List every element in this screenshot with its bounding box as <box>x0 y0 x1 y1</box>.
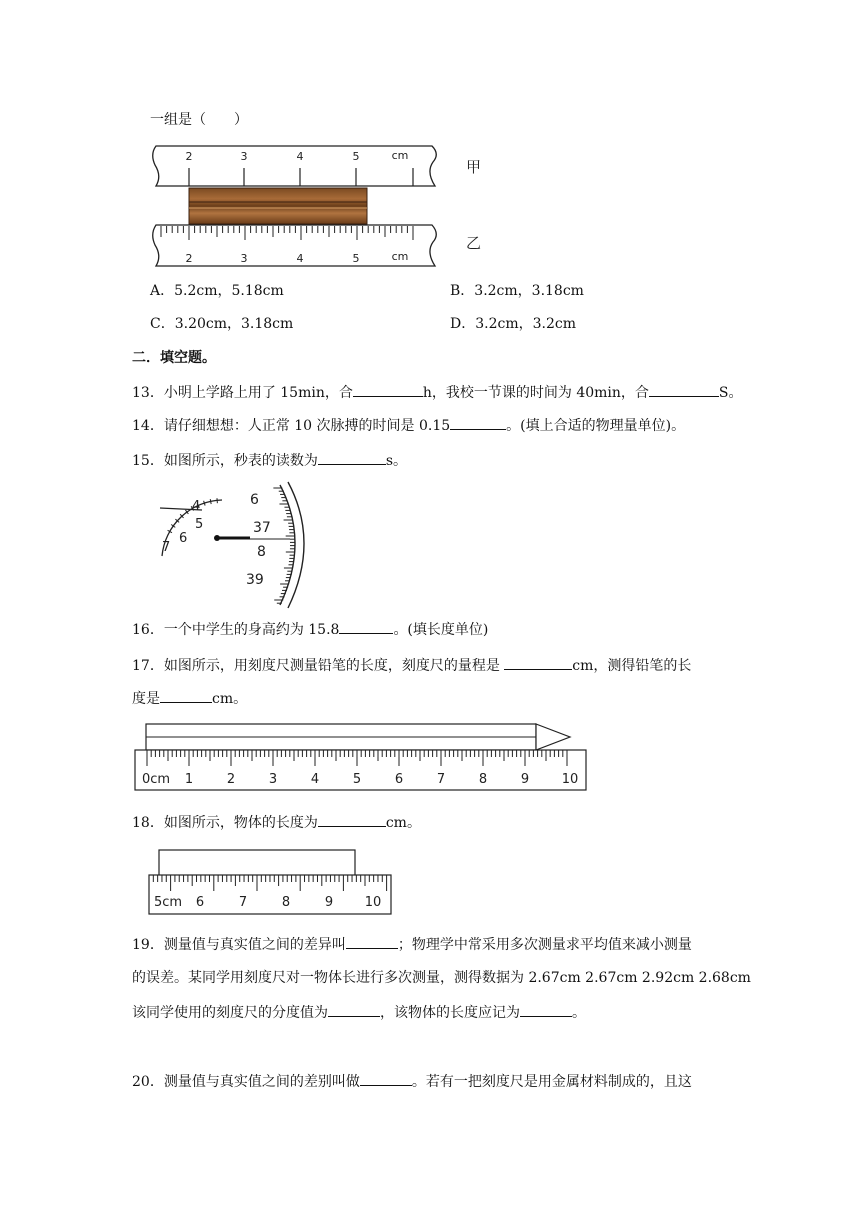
ruler-17-label-4: 4 <box>310 772 320 787</box>
q20-blank[interactable] <box>360 1072 412 1086</box>
question-13 <box>132 383 743 402</box>
question-19-line-2: 的误差。某同学用刻度尺对一物体长进行多次测量，测得数据为 2.67cm 2.67cm 2.92cm 2.68cm <box>132 970 751 986</box>
pencil-ruler-figure <box>134 720 594 792</box>
q15-text-1: 15．如图所示，秒表的读数为 <box>132 453 318 469</box>
ruler-17-label-10: 10 <box>561 772 579 787</box>
q19-blank-1[interactable] <box>346 935 398 949</box>
question-20 <box>132 1072 692 1091</box>
pencil-tip <box>536 724 570 750</box>
q19-blank-3[interactable] <box>520 1003 572 1017</box>
q13-blank-2[interactable] <box>649 383 719 397</box>
q20-text-1: 20．测量值与真实值之间的差别叫做 <box>132 1074 360 1090</box>
q12-ruler-figure <box>150 140 500 270</box>
question-17-line-2 <box>132 689 247 708</box>
ruler-a-label-5: 5 <box>352 150 360 163</box>
option-b[interactable]: B．3.2cm，3.18cm <box>450 283 584 299</box>
object-ruler-figure <box>148 848 394 916</box>
question-18 <box>132 813 421 832</box>
small-dial-4: 4 <box>192 499 201 514</box>
option-a[interactable]: A．5.2cm，5.18cm <box>150 283 284 299</box>
q19-text-4: ，该物体的长度应记为 <box>380 1005 520 1021</box>
question-14 <box>132 416 685 435</box>
ruler-17-label-9: 9 <box>520 772 530 787</box>
q17-blank-2[interactable] <box>160 689 212 703</box>
ruler-a-label-4: 4 <box>296 150 304 163</box>
small-dial-7: 7 <box>162 540 171 555</box>
small-dial-5: 5 <box>195 517 204 532</box>
small-dial-tick <box>204 501 205 506</box>
wooden-block <box>189 188 367 224</box>
q14-text-1: 14．请仔细想想：人正常 10 次脉搏的时间是 0.15 <box>132 418 451 434</box>
big-dial-39: 39 <box>246 572 264 588</box>
question-16 <box>132 620 488 639</box>
q19-blank-2[interactable] <box>328 1003 380 1017</box>
q16-text-1: 16．一个中学生的身高约为 15.8 <box>132 622 340 638</box>
q19-text-5: 。 <box>572 1005 586 1021</box>
q17-blank-1[interactable] <box>504 656 572 670</box>
ruler-17-label-6: 6 <box>394 772 404 787</box>
big-dial-6: 6 <box>250 492 259 508</box>
ruler-17-label-7: 7 <box>436 772 446 787</box>
q12-stem-tail: 一组是（ ） <box>150 112 248 128</box>
q14-text-2: 。(填上合适的物理量单位)。 <box>506 418 686 434</box>
q19-text-3: 该同学使用的刻度尺的分度值为 <box>132 1005 328 1021</box>
ruler-b-label-4: 4 <box>296 252 304 265</box>
ruler-b-label-3: 3 <box>240 252 248 265</box>
ruler-a-label-3: 3 <box>240 150 248 163</box>
q16-text-2: 。(填长度单位) <box>393 622 489 638</box>
big-dial-ticks <box>273 488 295 603</box>
option-d[interactable]: D．3.2cm，3.2cm <box>450 316 576 332</box>
q13-text-2: h，我校一节课的时间为 40min，合 <box>422 385 649 401</box>
q15-text-2: s。 <box>385 453 408 469</box>
q18-text-2: cm。 <box>385 815 421 831</box>
big-dial-8: 8 <box>257 544 266 560</box>
ruler-18-label-8: 8 <box>281 895 291 910</box>
small-dial-tick <box>210 499 211 504</box>
question-19-line-1 <box>132 935 692 954</box>
ruler-b-unit: cm <box>391 250 409 263</box>
stopwatch-figure <box>150 480 310 610</box>
q18-blank[interactable] <box>318 813 386 827</box>
ruler-18-label-9: 9 <box>324 895 334 910</box>
ruler-a-name: 甲 <box>466 158 482 176</box>
q17-text-4: cm。 <box>212 691 248 707</box>
q20-text-2: 。若有一把刻度尺是用金属材料制成的，且这 <box>411 1074 692 1090</box>
ruler-a-unit: cm <box>391 149 409 162</box>
question-17-line-1 <box>132 656 691 675</box>
q19-text-1: 19．测量值与真实值之间的差异叫 <box>132 937 346 953</box>
ruler-18-label-10: 10 <box>364 895 382 910</box>
ruler-b-name: 乙 <box>466 234 482 252</box>
question-15 <box>132 451 407 470</box>
section-2-title: 二．填空题。 <box>132 350 216 366</box>
ruler-17-label-2: 2 <box>226 772 236 787</box>
ruler-17-label-1: 1 <box>184 772 194 787</box>
ruler-17-label-5: 5 <box>352 772 362 787</box>
ruler-a-label-2: 2 <box>185 150 193 163</box>
ruler-17-label-0: 0cm <box>141 772 171 787</box>
big-dial-37: 37 <box>253 520 271 536</box>
q19-text-2: ；物理学中常采用多次测量求平均值来减小测量 <box>397 937 692 953</box>
q16-blank[interactable] <box>339 620 393 634</box>
ruler-b-label-5: 5 <box>352 252 360 265</box>
q14-blank[interactable] <box>450 416 506 430</box>
q17-text-1: 17．如图所示，用刻度尺测量铅笔的长度，刻度尺的量程是 <box>132 658 505 674</box>
q17-text-3: 度是 <box>132 691 160 707</box>
q13-text-1: 13．小明上学路上用了 15min，合 <box>132 385 353 401</box>
small-dial-6: 6 <box>179 531 188 546</box>
question-19-line-3 <box>132 1003 586 1022</box>
measured-object <box>159 850 355 876</box>
q15-blank[interactable] <box>318 451 386 465</box>
q17-text-2: cm，测得铅笔的长 <box>572 658 692 674</box>
ruler-18-label-6: 6 <box>195 895 205 910</box>
ruler-17-label-8: 8 <box>478 772 488 787</box>
ruler-17-label-3: 3 <box>268 772 278 787</box>
q18-text-1: 18．如图所示，物体的长度为 <box>132 815 318 831</box>
q13-text-3: S。 <box>718 385 743 401</box>
q13-blank-1[interactable] <box>353 383 423 397</box>
ruler-b-label-2: 2 <box>185 252 193 265</box>
option-c[interactable]: C．3.20cm，3.18cm <box>150 316 294 332</box>
ruler-18-label-7: 7 <box>238 895 248 910</box>
ruler-18-label-5: 5cm <box>153 895 183 910</box>
